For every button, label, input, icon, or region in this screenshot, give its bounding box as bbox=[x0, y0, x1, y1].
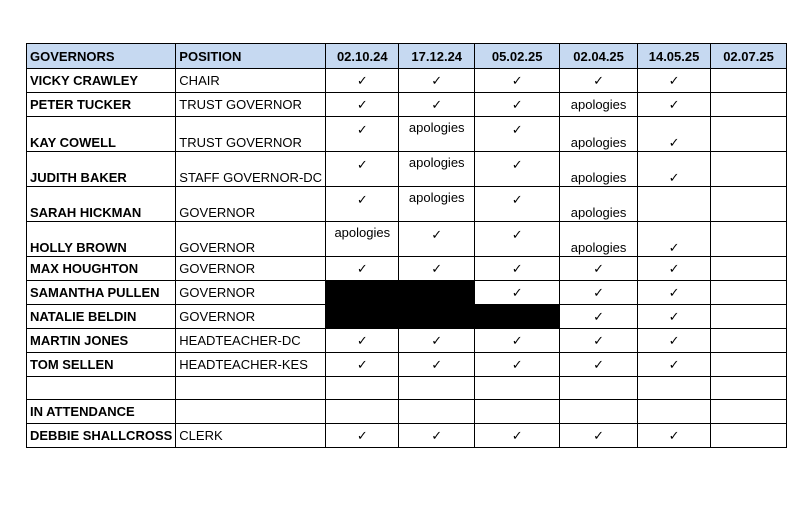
attendance-cell: ✓ bbox=[399, 424, 475, 448]
attendance-cell: ✓ bbox=[638, 93, 711, 117]
attendance-cell bbox=[711, 305, 787, 329]
attendance-cell: ✓ bbox=[475, 353, 560, 377]
position-header: POSITION bbox=[176, 44, 326, 69]
governor-position: CLERK bbox=[176, 424, 326, 448]
attendance-cell: ✓ bbox=[399, 257, 475, 281]
attendance-cell: ✓ bbox=[326, 257, 399, 281]
governor-name: DEBBIE SHALLCROSS bbox=[27, 424, 176, 448]
governor-name: SAMANTHA PULLEN bbox=[27, 281, 176, 305]
governor-position: TRUST GOVERNOR bbox=[176, 93, 326, 117]
attendance-cell: ✓ bbox=[638, 305, 711, 329]
date-header: 05.02.25 bbox=[475, 44, 560, 69]
table-row bbox=[27, 281, 787, 305]
attendance-cell bbox=[711, 93, 787, 117]
attendance-cell: apologies bbox=[326, 222, 399, 257]
governor-name: TOM SELLEN bbox=[27, 353, 176, 377]
table-row bbox=[27, 222, 787, 257]
attendance-table bbox=[26, 43, 787, 448]
attendance-cell: ✓ bbox=[475, 329, 560, 353]
blacked-out-cell bbox=[399, 305, 475, 329]
attendance-cell: ✓ bbox=[560, 329, 638, 353]
attendance-cell bbox=[711, 69, 787, 93]
attendance-cell: ✓ bbox=[638, 329, 711, 353]
governors-header: GOVERNORS bbox=[27, 44, 176, 69]
governor-position: CHAIR bbox=[176, 69, 326, 93]
attendance-cell: ✓ bbox=[399, 329, 475, 353]
governor-name: NATALIE BELDIN bbox=[27, 305, 176, 329]
attendance-cell bbox=[711, 257, 787, 281]
date-header: 14.05.25 bbox=[638, 44, 711, 69]
blank-row bbox=[27, 377, 787, 400]
attendance-cell: ✓ bbox=[638, 257, 711, 281]
attendance-cell: ✓ bbox=[475, 222, 560, 257]
governor-position: GOVERNOR bbox=[176, 305, 326, 329]
table-row bbox=[27, 329, 787, 353]
attendance-cell: apologies bbox=[560, 93, 638, 117]
governor-name: SARAH HICKMAN bbox=[27, 187, 176, 222]
governor-name: KAY COWELL bbox=[27, 117, 176, 152]
blacked-out-cell bbox=[326, 305, 399, 329]
date-header: 02.04.25 bbox=[560, 44, 638, 69]
governor-position: GOVERNOR bbox=[176, 257, 326, 281]
attendance-cell: ✓ bbox=[326, 187, 399, 222]
attendance-cell: apologies bbox=[399, 187, 475, 222]
table-row bbox=[27, 305, 787, 329]
attendance-cell: ✓ bbox=[475, 424, 560, 448]
attendance-cell: ✓ bbox=[638, 152, 711, 187]
attendance-cell: ✓ bbox=[638, 353, 711, 377]
attendance-cell bbox=[638, 187, 711, 222]
governor-position: HEADTEACHER-DC bbox=[176, 329, 326, 353]
header-row bbox=[27, 44, 787, 69]
attendance-cell: ✓ bbox=[475, 152, 560, 187]
date-header: 17.12.24 bbox=[399, 44, 475, 69]
table-row bbox=[27, 353, 787, 377]
governor-position: HEADTEACHER-KES bbox=[176, 353, 326, 377]
table-row bbox=[27, 69, 787, 93]
attendance-cell: apologies bbox=[560, 152, 638, 187]
table-row bbox=[27, 152, 787, 187]
attendance-cell: ✓ bbox=[560, 257, 638, 281]
attendance-cell: ✓ bbox=[638, 281, 711, 305]
governor-name: VICKY CRAWLEY bbox=[27, 69, 176, 93]
governor-name: MAX HOUGHTON bbox=[27, 257, 176, 281]
attendance-cell: ✓ bbox=[560, 281, 638, 305]
table-row bbox=[27, 257, 787, 281]
attendance-cell: ✓ bbox=[638, 424, 711, 448]
attendance-cell: ✓ bbox=[560, 424, 638, 448]
governor-position: STAFF GOVERNOR-DC bbox=[176, 152, 326, 187]
attendance-cell: ✓ bbox=[475, 93, 560, 117]
attendance-cell: ✓ bbox=[399, 353, 475, 377]
attendance-cell: ✓ bbox=[475, 257, 560, 281]
attendance-cell bbox=[711, 281, 787, 305]
attendance-cell bbox=[711, 424, 787, 448]
table-row bbox=[27, 424, 787, 448]
attendance-cell: ✓ bbox=[475, 69, 560, 93]
date-header: 02.07.25 bbox=[711, 44, 787, 69]
table-row bbox=[27, 117, 787, 152]
attendance-cell bbox=[711, 329, 787, 353]
in-attendance-row bbox=[27, 400, 787, 424]
attendance-cell: ✓ bbox=[475, 281, 560, 305]
attendance-cell: ✓ bbox=[638, 117, 711, 152]
governor-position: GOVERNOR bbox=[176, 222, 326, 257]
attendance-cell bbox=[711, 152, 787, 187]
attendance-cell: apologies bbox=[560, 117, 638, 152]
attendance-cell: ✓ bbox=[326, 117, 399, 152]
date-header: 02.10.24 bbox=[326, 44, 399, 69]
governor-name: JUDITH BAKER bbox=[27, 152, 176, 187]
attendance-cell: ✓ bbox=[326, 353, 399, 377]
attendance-cell: apologies bbox=[560, 187, 638, 222]
attendance-cell bbox=[711, 353, 787, 377]
attendance-cell: ✓ bbox=[326, 152, 399, 187]
governor-position: GOVERNOR bbox=[176, 187, 326, 222]
attendance-cell bbox=[711, 187, 787, 222]
attendance-cell: ✓ bbox=[326, 424, 399, 448]
governor-name: MARTIN JONES bbox=[27, 329, 176, 353]
attendance-cell: ✓ bbox=[475, 117, 560, 152]
governor-position: TRUST GOVERNOR bbox=[176, 117, 326, 152]
attendance-cell: ✓ bbox=[399, 222, 475, 257]
attendance-cell: apologies bbox=[399, 152, 475, 187]
attendance-cell bbox=[711, 117, 787, 152]
attendance-cell: ✓ bbox=[638, 222, 711, 257]
blacked-out-cell bbox=[399, 281, 475, 305]
attendance-cell: ✓ bbox=[326, 329, 399, 353]
attendance-cell: apologies bbox=[399, 117, 475, 152]
attendance-cell: ✓ bbox=[475, 187, 560, 222]
table-row bbox=[27, 187, 787, 222]
governor-name: HOLLY BROWN bbox=[27, 222, 176, 257]
governor-position: GOVERNOR bbox=[176, 281, 326, 305]
attendance-cell: ✓ bbox=[560, 305, 638, 329]
blacked-out-cell bbox=[475, 305, 560, 329]
attendance-cell: ✓ bbox=[399, 69, 475, 93]
attendance-cell: ✓ bbox=[560, 69, 638, 93]
attendance-cell: ✓ bbox=[560, 353, 638, 377]
blacked-out-cell bbox=[326, 281, 399, 305]
attendance-cell bbox=[711, 222, 787, 257]
attendance-cell: ✓ bbox=[399, 93, 475, 117]
in-attendance-label: IN ATTENDANCE bbox=[27, 400, 176, 424]
attendance-cell: apologies bbox=[560, 222, 638, 257]
attendance-cell: ✓ bbox=[326, 69, 399, 93]
governor-name: PETER TUCKER bbox=[27, 93, 176, 117]
attendance-cell: ✓ bbox=[326, 93, 399, 117]
attendance-cell: ✓ bbox=[638, 69, 711, 93]
table-row bbox=[27, 93, 787, 117]
